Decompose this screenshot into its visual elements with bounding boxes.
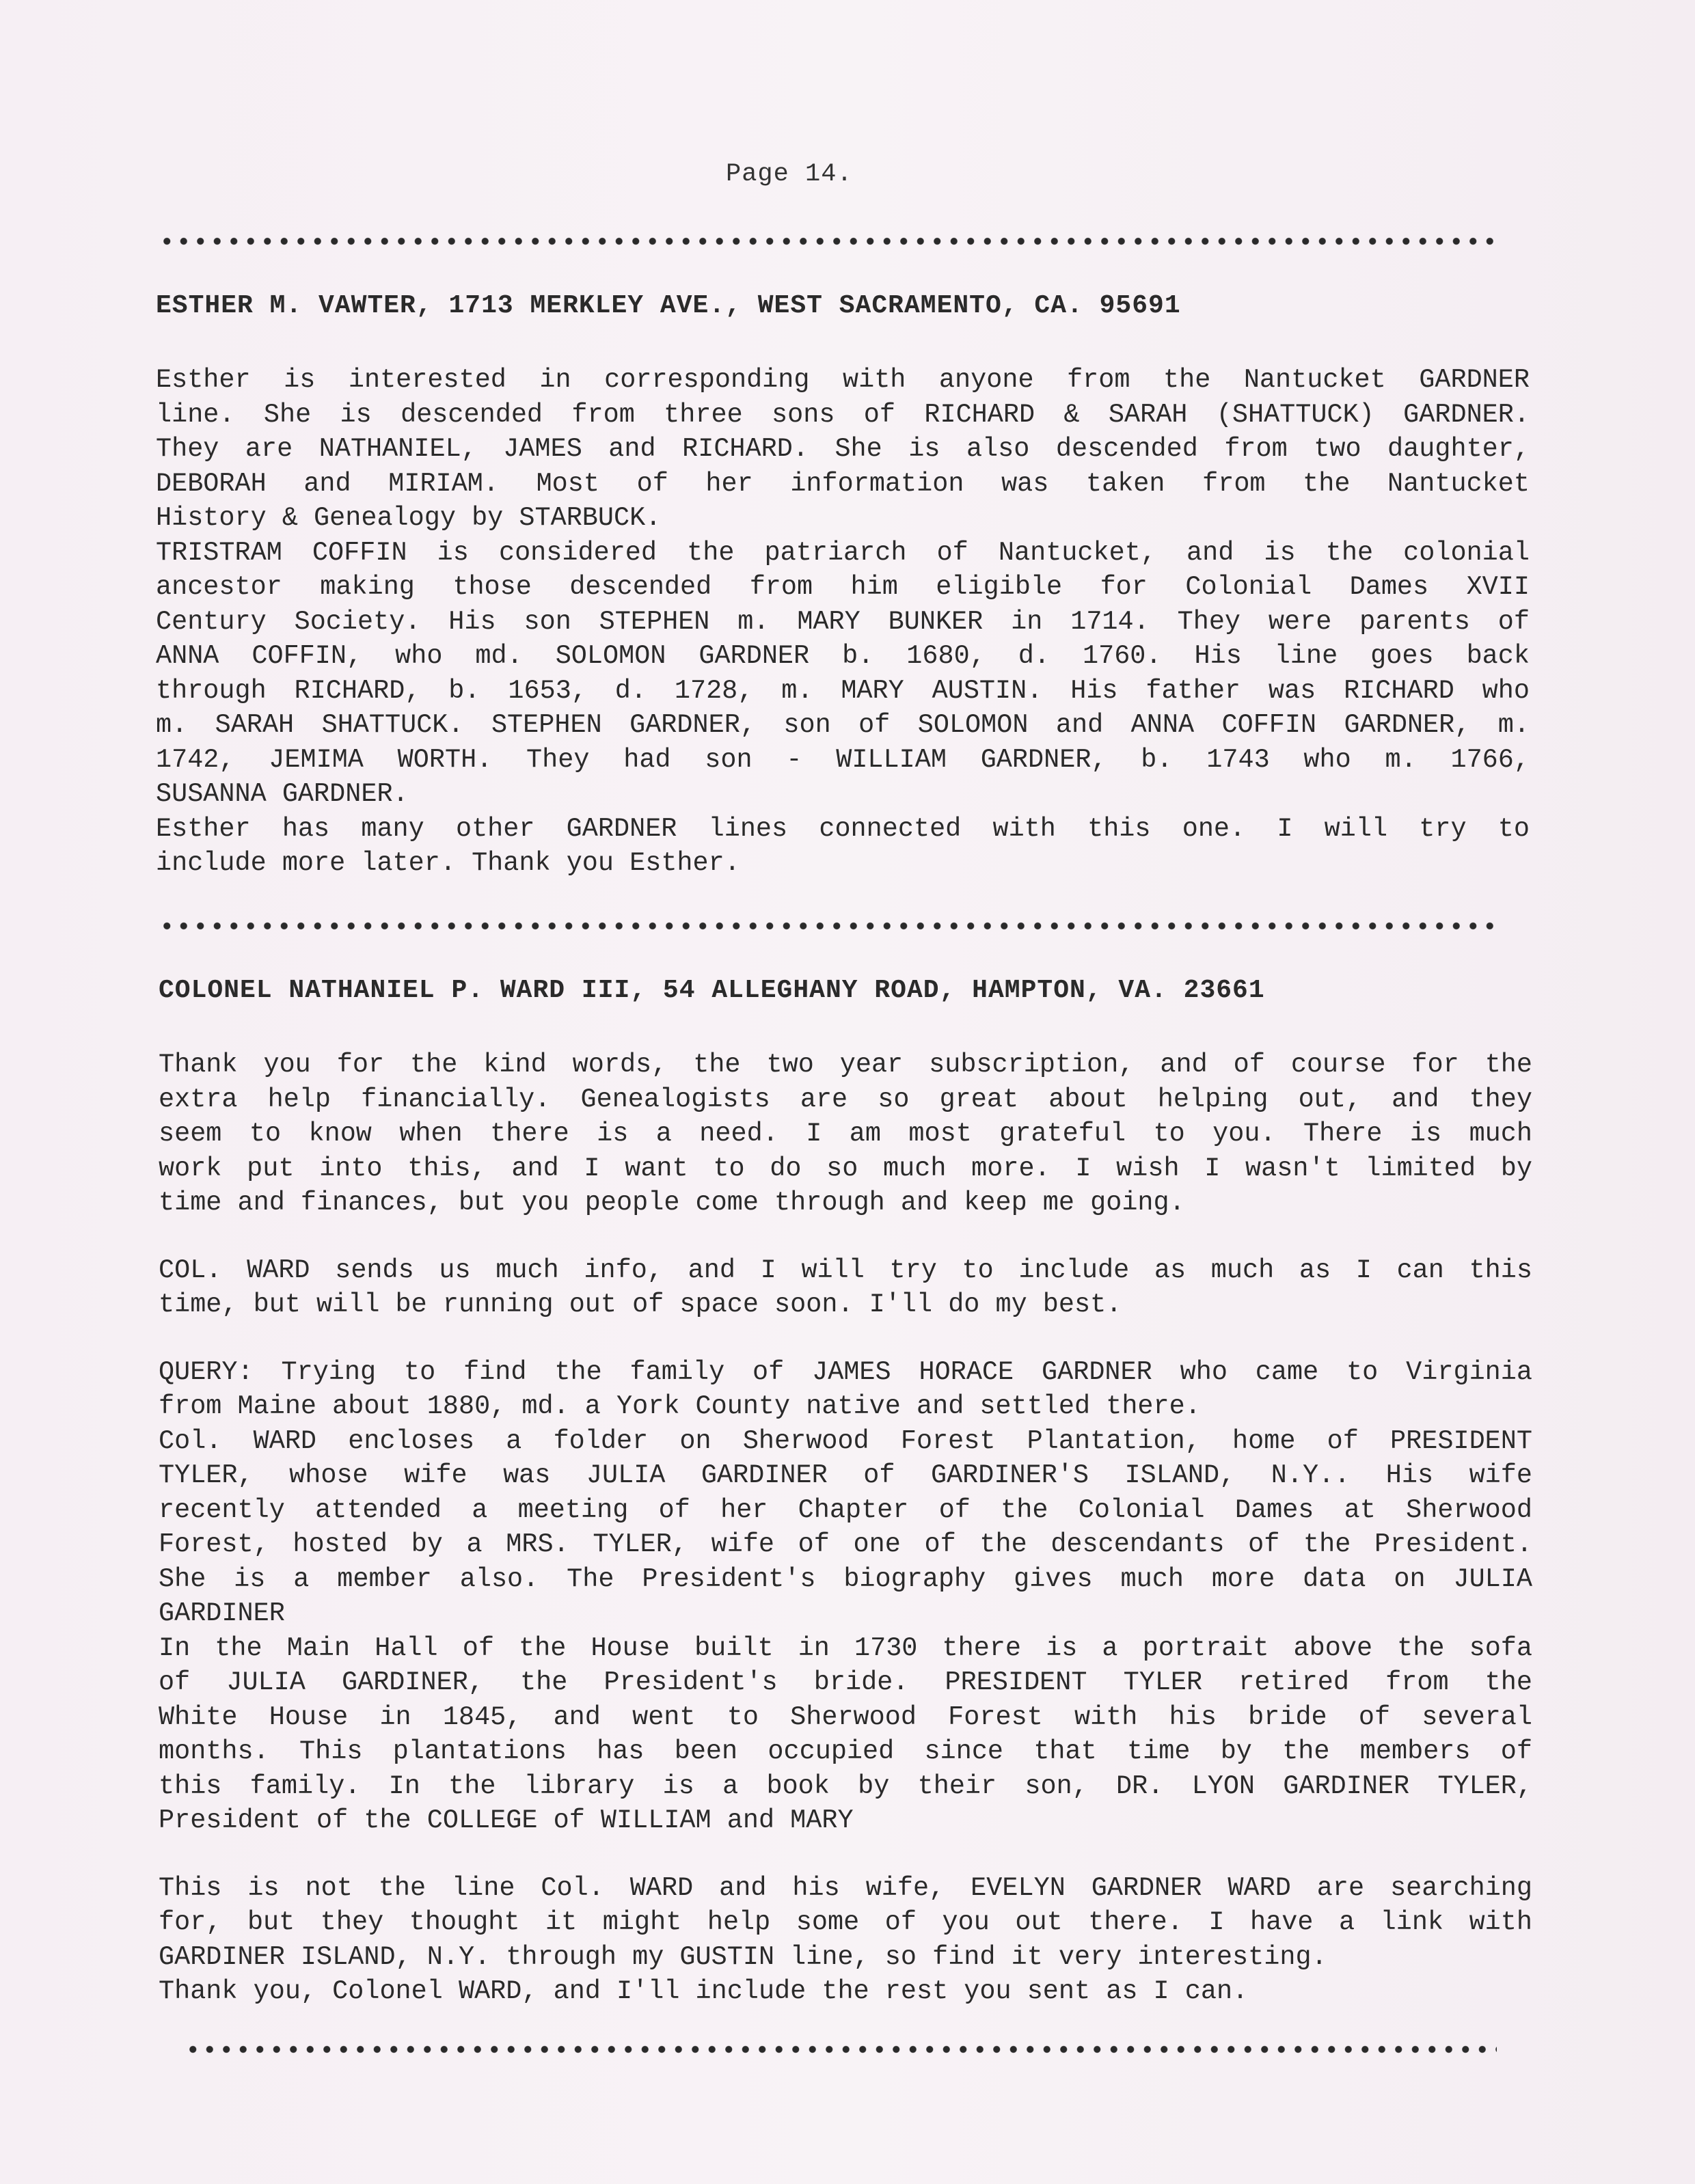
text-line: Esther has many other GARDNER lines connected with this one. I will try to bbox=[156, 813, 1530, 844]
text-line: History & Genealogy by STARBUCK. bbox=[156, 503, 662, 533]
text-line: GARDINER bbox=[159, 1598, 285, 1628]
text-line: for, but they thought it might help some of you out there. I have a link with bbox=[159, 1907, 1532, 1937]
entry-paragraph bbox=[159, 1871, 1532, 2009]
text-line: time and finances, but you people come through and keep me going. bbox=[159, 1188, 1185, 1218]
entry-colonel-ward bbox=[159, 976, 1532, 2009]
entry-paragraph bbox=[159, 1048, 1532, 1220]
text-line: time, but will be running out of space soon. I'll do my best. bbox=[159, 1289, 1122, 1320]
text-line: Thank you, Colonel WARD, and I'll include the rest you sent as I can. bbox=[159, 1976, 1249, 2006]
text-line: ancestor making those descended from him eligible for Colonial Dames XVII bbox=[156, 572, 1530, 602]
entry-header: ESTHER M. VAWTER, 1713 MERKLEY AVE., WEST SACRAMENTO, CA. 95691 bbox=[156, 291, 1181, 320]
entry-paragraph bbox=[156, 812, 1530, 881]
text-line: line. She is descended from three sons of RICHARD & SARAH (SHATTUCK) GARDNER. bbox=[156, 399, 1530, 430]
text-line: They are NATHANIEL, JAMES and RICHARD. She is also descended from two daughter, bbox=[156, 434, 1530, 464]
text-line: include more later. Thank you Esther. bbox=[156, 848, 740, 878]
query-paragraph bbox=[159, 1355, 1532, 1424]
text-line: months. This plantations has been occupied since that time by the members of bbox=[159, 1736, 1532, 1766]
text-line: COL. WARD sends us much info, and I will try to include as much as I can this bbox=[159, 1255, 1532, 1285]
text-line: QUERY: Trying to find the family of JAMES HORACE GARDNER who came to Virginia bbox=[159, 1356, 1532, 1387]
text-line: of JULIA GARDINER, the President's bride. PRESIDENT TYLER retired from the bbox=[159, 1667, 1532, 1697]
text-line: work put into this, and I want to do so much more. I wish I wasn't limited by bbox=[159, 1153, 1532, 1184]
text-line: President of the COLLEGE of WILLIAM and MARY bbox=[159, 1805, 854, 1835]
text-line: She is a member also. The President's biography gives much more data on JULIA bbox=[159, 1564, 1532, 1594]
text-line: ANNA COFFIN, who md. SOLOMON GARDNER b. 1680, d. 1760. His line goes back bbox=[156, 641, 1530, 671]
entry-paragraph bbox=[159, 1253, 1532, 1322]
text-line: through RICHARD, b. 1653, d. 1728, m. MARY AUSTIN. His father was RICHARD who bbox=[156, 675, 1530, 706]
text-line: SUSANNA GARDNER. bbox=[156, 779, 409, 809]
entry-header: COLONEL NATHANIEL P. WARD III, 54 ALLEGHANY ROAD, HAMPTON, VA. 23661 bbox=[159, 976, 1265, 1005]
text-line: Forest, hosted by a MRS. TYLER, wife of one of the descendants of the President. bbox=[159, 1529, 1532, 1559]
entry-paragraph bbox=[159, 1631, 1532, 1838]
text-line: TYLER, whose wife was JULIA GARDINER of GARDINER'S ISLAND, N.Y.. His wife bbox=[159, 1460, 1532, 1490]
text-line: m. SARAH SHATTUCK. STEPHEN GARDNER, son of SOLOMON and ANNA COFFIN GARDNER, m. bbox=[156, 710, 1530, 740]
text-line: GARDINER ISLAND, N.Y. through my GUSTIN line, so find it very interesting. bbox=[159, 1941, 1327, 1972]
dotted-divider-middle bbox=[159, 921, 1498, 931]
dotted-divider-top bbox=[159, 236, 1498, 246]
entry-paragraph bbox=[159, 1424, 1532, 1631]
text-line: 1742, JEMIMA WORTH. They had son - WILLIAM GARDNER, b. 1743 who m. 1766, bbox=[156, 744, 1530, 775]
text-line: seem to know when there is a need. I am most grateful to you. There is much bbox=[159, 1119, 1532, 1149]
text-line: Esther is interested in corresponding with anyone from the Nantucket GARDNER bbox=[156, 365, 1530, 395]
text-line: extra help financially. Genealogists are so great about helping out, and they bbox=[159, 1084, 1532, 1115]
text-line: recently attended a meeting of her Chapter of the Colonial Dames at Sherwood bbox=[159, 1494, 1532, 1525]
text-line: DEBORAH and MIRIAM. Most of her information was taken from the Nantucket bbox=[156, 468, 1530, 499]
text-line: this family. In the library is a book by their son, DR. LYON GARDINER TYLER, bbox=[159, 1771, 1532, 1801]
text-line: In the Main Hall of the House built in 1730 there is a portrait above the sofa bbox=[159, 1633, 1532, 1663]
text-line: White House in 1845, and went to Sherwood Forest with his bride of several bbox=[159, 1702, 1532, 1732]
text-line: Col. WARD encloses a folder on Sherwood Forest Plantation, home of PRESIDENT bbox=[159, 1425, 1532, 1456]
text-line: from Maine about 1880, md. a York County native and settled there. bbox=[159, 1391, 1201, 1421]
entry-esther-vawter bbox=[156, 291, 1530, 881]
page-number: Page 14. bbox=[726, 160, 853, 189]
entry-paragraph bbox=[156, 536, 1530, 812]
text-line: Thank you for the kind words, the two year subscription, and of course for the bbox=[159, 1050, 1532, 1080]
text-line: TRISTRAM COFFIN is considered the patriarch of Nantucket, and is the colonial bbox=[156, 537, 1530, 568]
text-line: This is not the line Col. WARD and his wife, EVELYN GARDNER WARD are searching bbox=[159, 1872, 1532, 1903]
dotted-divider-bottom bbox=[185, 2045, 1497, 2054]
text-line: Century Society. His son STEPHEN m. MARY BUNKER in 1714. They were parents of bbox=[156, 606, 1530, 637]
entry-paragraph bbox=[156, 363, 1530, 536]
